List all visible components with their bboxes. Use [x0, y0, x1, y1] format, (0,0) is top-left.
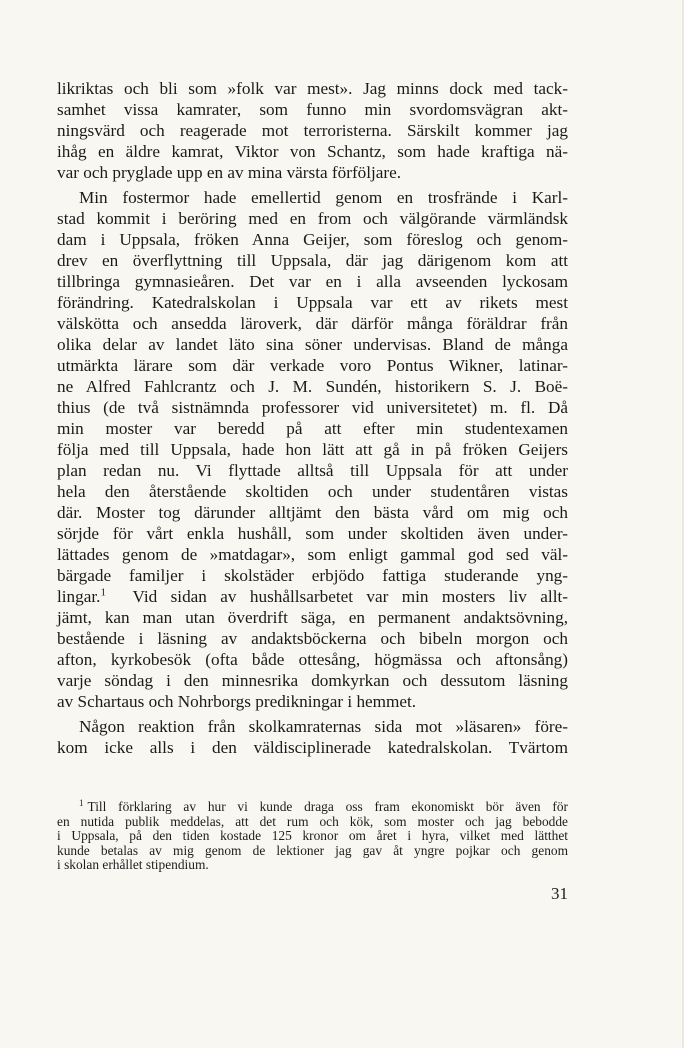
paragraph-2	[57, 187, 568, 712]
paragraph-1	[57, 78, 568, 183]
footnote-text: Till förklaring av hur vi kunde draga oss fram ekonomiskt bör även för	[87, 799, 568, 814]
text-line: av Schartaus och Nohrborgs predikningar i hemmet.	[57, 692, 417, 711]
text-line: plan redan nu. Vi flyttade alltså till Uppsala för att under	[57, 461, 568, 480]
text-line-with-footnote	[57, 586, 568, 607]
text-line: dam i Uppsala, fröken Anna Geijer, som föreslog och genom-	[57, 230, 568, 249]
text-line: ihåg en äldre kamrat, Viktor von Schantz, som hade kraftiga nä-	[57, 142, 568, 161]
text-line: följa med till Uppsala, hade hon lätt att gå in på fröken Geijers	[57, 440, 568, 459]
text-line: var och pryglade upp en av mina värsta förföljare.	[57, 163, 402, 182]
text-segment: lingar.	[57, 587, 101, 606]
text-line: ne Alfred Fahlcrantz och J. M. Sundén, historikern S. J. Boë-	[57, 377, 568, 396]
text-line: bestående i läsning av andaktsböckerna och bibeln morgon och	[57, 629, 568, 648]
text-line: utmärkta lärare som där verkade voro Pontus Wikner, latinar-	[57, 356, 568, 375]
text-line: samhet vissa kamrater, som funno min svordomsvägran akt-	[57, 100, 568, 119]
footnote-reference: 1	[100, 586, 106, 599]
text-segment: Vid sidan av hushållsarbetet var min mosters liv allt-	[132, 587, 568, 606]
text-line: olika delar av landet läto sina söner undervisas. Bland de många	[57, 335, 568, 354]
text-line: afton, kyrkobesök (ofta både ottesång, högmässa och aftonsång)	[57, 650, 568, 669]
text-line: välskötta och ansedda läroverk, där därför många föräldrar från	[57, 314, 568, 333]
text-line: sörjde för vårt enkla hushåll, som under skoltiden även under-	[57, 524, 568, 543]
footnote	[57, 797, 568, 873]
text-line: bärgade familjer i skolstäder erbjödo fattiga studerande yng-	[57, 566, 568, 585]
text-line: likriktas och bli som »folk var mest». Jag minns dock med tack-	[57, 79, 568, 98]
text-line: varje söndag i den minnesrika domkyrkan och dessutom läsning	[57, 671, 568, 690]
text-line: tillbringa gymnasieåren. Det var en i alla avseenden lyckosam	[57, 272, 568, 291]
text-line: ningsvärd och reagerade mot terroristerna. Särskilt kommer jag	[57, 121, 568, 140]
text-line: kom icke alls i den väldisciplinerade katedralskolan. Tvärtom	[57, 738, 568, 757]
text-line: jämt, kan man utan överdrift säga, en permanent andaktsövning,	[57, 608, 568, 627]
text-line: drev en överflyttning till Uppsala, där jag därigenom kom att	[57, 251, 568, 270]
text-line: där. Moster tog därunder alltjämt den bästa vård om mig och	[57, 503, 568, 522]
text-line: lättades genom de »matdagar», som enligt gammal god sed väl-	[57, 545, 568, 564]
footnote-number: 1	[79, 797, 84, 808]
footnote-line	[57, 797, 568, 815]
text-line: hela den återstående skoltiden och under studentåren vistas	[57, 482, 568, 501]
text-line: förändring. Katedralskolan i Uppsala var ett av rikets mest	[57, 293, 568, 312]
page-number: 31	[551, 884, 568, 903]
footnote-line: en nutida publik meddelas, att det rum och kök, som moster och jag bebodde	[57, 813, 568, 829]
footnote-line: kunde betalas av mig genom de lektioner jag gav åt yngre pojkar och genom	[57, 842, 568, 858]
footnote-line: i skolan erhållet stipendium.	[57, 857, 209, 873]
text-line: stad kommit i beröring med en from och välgörande värmländsk	[57, 209, 568, 228]
text-line: thius (de två sistnämnda professorer vid universitetet) m. fl. Då	[57, 398, 568, 417]
text-line: Min fostermor hade emellertid genom en trosfrände i Karl-	[79, 188, 568, 207]
footnote-line: i Uppsala, på den tiden kostade 125 kronor om året i hyra, vilket med lätthet	[57, 828, 568, 844]
text-line: min moster var beredd på att efter min studentexamen	[57, 419, 568, 438]
text-line: Någon reaktion från skolkamraternas sida mot »läsaren» före-	[79, 717, 568, 736]
body-text	[57, 78, 568, 762]
paragraph-3	[57, 716, 568, 758]
